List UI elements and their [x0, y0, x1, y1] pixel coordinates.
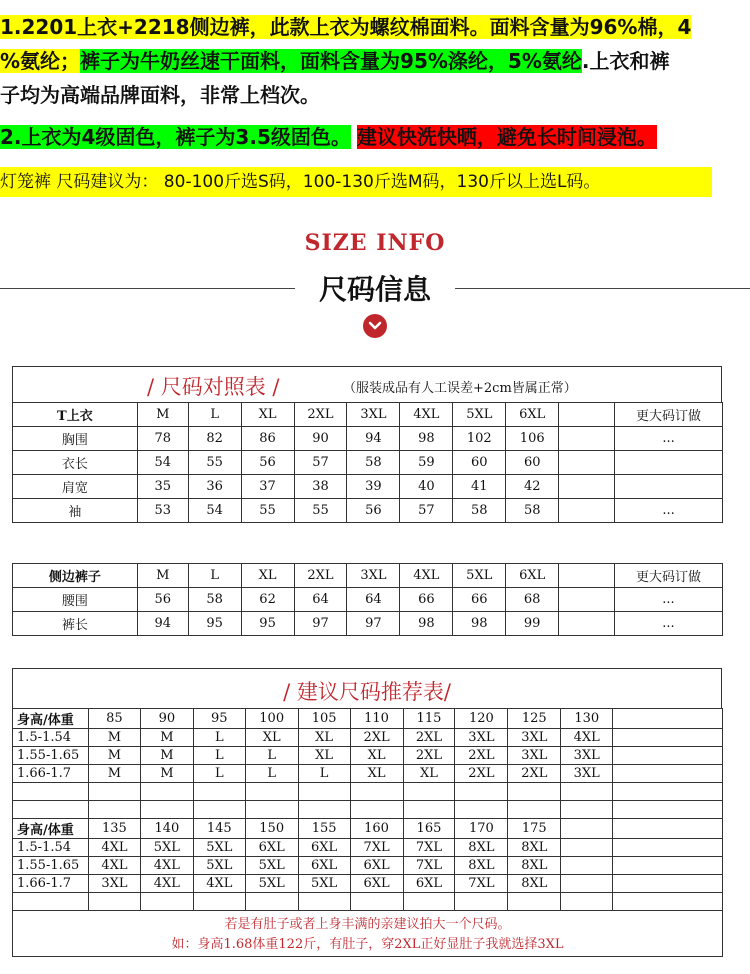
table-cell [559, 499, 615, 523]
table-cell: 94 [347, 427, 400, 451]
table-cell [559, 475, 615, 499]
table-cell: 62 [241, 588, 294, 612]
note-line-2 [0, 44, 669, 78]
table-row [13, 801, 723, 819]
table-cell: 99 [506, 612, 559, 636]
table-row [13, 729, 723, 747]
table-cell [403, 801, 455, 819]
header-cell: 4XL [400, 403, 453, 427]
chevron-down-icon [363, 314, 387, 338]
table-cell [245, 801, 298, 819]
table-row [13, 499, 723, 523]
header-cell [559, 403, 615, 427]
header-cell: 5XL [453, 403, 506, 427]
table-cell: 90 [140, 709, 193, 729]
table-cell: 125 [508, 709, 561, 729]
table-cell: 54 [188, 499, 241, 523]
table-cell: XL [245, 729, 298, 747]
table-cell: 98 [453, 612, 506, 636]
table-cell [613, 747, 723, 765]
table-cell: 8XL [508, 857, 561, 875]
table-cell: 145 [193, 819, 245, 839]
table-cell: 95 [241, 612, 294, 636]
table-cell: 8XL [508, 839, 561, 857]
table-cell: 6XL [403, 875, 455, 893]
table-cell [13, 801, 89, 819]
table-cell [613, 709, 723, 729]
table-cell [140, 801, 193, 819]
table3-footer [12, 907, 723, 957]
table-cell [140, 783, 193, 801]
table-cell: 腰围 [13, 588, 138, 612]
header-cell: XL [241, 564, 294, 588]
table-cell [559, 427, 615, 451]
size-info-cn-title: 尺码信息 [318, 273, 431, 306]
table-cell: 6XL [350, 857, 403, 875]
note-3: 子均为高端品牌面料，非常上档次。 [0, 83, 320, 107]
table-cell: 1.55-1.65 [13, 747, 89, 765]
table-cell: 58 [188, 588, 241, 612]
table-cell: M [88, 747, 140, 765]
table-cell: 袖 [13, 499, 138, 523]
table-cell: 140 [140, 819, 193, 839]
table-cell: 42 [506, 475, 559, 499]
table-cell: 64 [347, 588, 400, 612]
table-cell: 85 [88, 709, 140, 729]
table-cell [613, 765, 723, 783]
table-cell [298, 801, 350, 819]
table-cell: 115 [403, 709, 455, 729]
table-cell: 54 [137, 451, 188, 475]
table-cell: 2XL [455, 747, 508, 765]
table-cell: 4XL [140, 857, 193, 875]
table-cell: 1.5-1.54 [13, 839, 89, 857]
table-cell [613, 819, 723, 839]
table3-title: / 建议尺码推荐表/ [283, 680, 451, 704]
table-cell: L [245, 747, 298, 765]
table-cell: L [193, 729, 245, 747]
table-cell: 3XL [508, 729, 561, 747]
table3-title-bar [12, 668, 722, 708]
header-cell: M [137, 403, 188, 427]
header-cell: 6XL [506, 403, 559, 427]
header-cell: T上衣 [13, 403, 138, 427]
table-cell: 37 [241, 475, 294, 499]
size-info-en-title: SIZE INFO [304, 230, 446, 256]
table-cell: 5XL [245, 875, 298, 893]
header-cell: 侧边裤子 [13, 564, 138, 588]
table-cell: 7XL [403, 839, 455, 857]
table-cell: 7XL [350, 839, 403, 857]
header-cell: 2XL [294, 403, 347, 427]
table-cell: 97 [347, 612, 400, 636]
table-cell: 5XL [245, 857, 298, 875]
table-cell: 53 [137, 499, 188, 523]
table1-title: / 尺码对照表 / [147, 375, 280, 399]
table-cell [193, 801, 245, 819]
table-cell: 7XL [403, 857, 455, 875]
table-cell: 2XL [403, 747, 455, 765]
table-cell [615, 451, 723, 475]
table-cell: M [140, 765, 193, 783]
table-cell: 2XL [455, 765, 508, 783]
table-cell: L [298, 765, 350, 783]
table-cell: 3XL [508, 747, 561, 765]
table-cell: 1.5-1.54 [13, 729, 89, 747]
table-cell: 56 [241, 451, 294, 475]
table-cell: 6XL [298, 839, 350, 857]
table-cell [561, 783, 613, 801]
table-cell: 155 [298, 819, 350, 839]
table-cell: L [193, 747, 245, 765]
table-cell: 4XL [140, 875, 193, 893]
header-cell: XL [241, 403, 294, 427]
table-cell [613, 729, 723, 747]
table-cell: L [193, 765, 245, 783]
note-line-1 [0, 10, 691, 44]
table-cell: 55 [241, 499, 294, 523]
table-cell: 4XL [88, 857, 140, 875]
table-cell [613, 801, 723, 819]
table-cell: 7XL [455, 875, 508, 893]
note-1a: 1.2201上衣+2218侧边裤，此款上衣为螺纹棉面料。面料含量为96%棉，4 [0, 15, 692, 39]
table-cell [88, 783, 140, 801]
table-cell [613, 857, 723, 875]
table-cell: 5XL [140, 839, 193, 857]
table-cell: 58 [506, 499, 559, 523]
table-row [13, 427, 723, 451]
table-cell: 165 [403, 819, 455, 839]
table-cell: 6XL [298, 857, 350, 875]
table-cell: 135 [88, 819, 140, 839]
table-cell: 36 [188, 475, 241, 499]
table-cell [350, 783, 403, 801]
table-row [13, 765, 723, 783]
table-row [13, 403, 723, 427]
table-cell: XL [350, 747, 403, 765]
table-cell: 41 [453, 475, 506, 499]
table-cell: 40 [400, 475, 453, 499]
table-cell: 8XL [455, 839, 508, 857]
footer-note-2: 如：身高1.68体重122斤，有肚子，穿2XL正好显肚子我就选择3XL [171, 937, 564, 952]
table-cell [615, 475, 723, 499]
table-cell [403, 783, 455, 801]
table-cell [193, 783, 245, 801]
table-cell [508, 801, 561, 819]
table-cell: 110 [350, 709, 403, 729]
table-cell [561, 875, 613, 893]
table-cell: M [140, 729, 193, 747]
header-cell: 更大码订做 [615, 403, 723, 427]
table-cell: 90 [294, 427, 347, 451]
table1-title-bar [12, 366, 722, 402]
table-row [13, 564, 723, 588]
heading-divider-right [455, 288, 750, 289]
header-cell: L [188, 564, 241, 588]
table-cell: 6XL [245, 839, 298, 857]
table-cell: 6XL [350, 875, 403, 893]
table-cell: 64 [294, 588, 347, 612]
table-cell: 55 [188, 451, 241, 475]
table-cell: 98 [400, 612, 453, 636]
header-cell: L [188, 403, 241, 427]
table-cell: 裤长 [13, 612, 138, 636]
table-cell: 3XL [455, 729, 508, 747]
table-cell: 60 [506, 451, 559, 475]
note-line-5 [0, 167, 712, 197]
table-cell: 160 [350, 819, 403, 839]
table-cell: 175 [508, 819, 561, 839]
table-cell [613, 783, 723, 801]
table-cell [350, 801, 403, 819]
table-cell: 38 [294, 475, 347, 499]
table-cell: XL [350, 765, 403, 783]
table-cell: 55 [294, 499, 347, 523]
note-4b: 建议快洗快晒，避免长时间浸泡。 [356, 125, 657, 149]
note-5: 灯笼裤 尺码建议为： 80-100斤选S码，100-130斤选M码，130斤以上选L码。 [0, 172, 601, 192]
table-row [13, 475, 723, 499]
note-2c: .上衣和裤 [581, 49, 670, 73]
table-cell: 3XL [561, 747, 613, 765]
table-row [13, 819, 723, 839]
table-cell: 8XL [455, 857, 508, 875]
table-cell: 66 [453, 588, 506, 612]
table-cell: XL [298, 729, 350, 747]
table-cell: 78 [137, 427, 188, 451]
table-cell: 98 [400, 427, 453, 451]
table-cell: 身高/体重 [13, 709, 89, 729]
table-cell: 105 [298, 709, 350, 729]
table-cell [613, 839, 723, 857]
table-cell: 106 [506, 427, 559, 451]
table-cell: 57 [400, 499, 453, 523]
table-cell: 39 [347, 475, 400, 499]
table-row [13, 588, 723, 612]
table-cell: 胸围 [13, 427, 138, 451]
table-cell [559, 451, 615, 475]
table-cell: 1.66-1.7 [13, 765, 89, 783]
table-cell: 66 [400, 588, 453, 612]
table-cell: M [88, 729, 140, 747]
table-cell [561, 801, 613, 819]
table-cell: 4XL [88, 839, 140, 857]
header-cell: 5XL [453, 564, 506, 588]
header-cell: M [137, 564, 188, 588]
table-cell: 57 [294, 451, 347, 475]
table-cell: 3XL [88, 875, 140, 893]
table-cell: 86 [241, 427, 294, 451]
table-cell: 82 [188, 427, 241, 451]
size-chart-pants-table [12, 563, 723, 636]
table-row [13, 612, 723, 636]
header-cell [559, 564, 615, 588]
table-cell: 150 [245, 819, 298, 839]
table-cell: 4XL [561, 729, 613, 747]
table-row [13, 451, 723, 475]
table-cell: 58 [347, 451, 400, 475]
table-cell: 120 [455, 709, 508, 729]
table-cell [88, 801, 140, 819]
table-cell [559, 612, 615, 636]
table-cell: 60 [453, 451, 506, 475]
table-cell: 97 [294, 612, 347, 636]
table-cell: 5XL [193, 839, 245, 857]
table-cell: 8XL [508, 875, 561, 893]
table-cell: 2XL [403, 729, 455, 747]
table-cell [559, 588, 615, 612]
table-cell [561, 819, 613, 839]
table-cell: 130 [561, 709, 613, 729]
header-cell: 6XL [506, 564, 559, 588]
table-cell: 衣长 [13, 451, 138, 475]
table-cell: ... [615, 588, 723, 612]
header-cell: 2XL [294, 564, 347, 588]
size-chart-top-table [12, 402, 723, 523]
table-cell [613, 875, 723, 893]
table-cell [508, 783, 561, 801]
table-cell: 94 [137, 612, 188, 636]
table-cell: 5XL [298, 875, 350, 893]
table-cell: 4XL [193, 875, 245, 893]
header-cell: 更大码订做 [615, 564, 723, 588]
table-cell: 56 [137, 588, 188, 612]
table-cell [455, 801, 508, 819]
note-4a: 2.上衣为4级固色，裤子为3.5级固色。 [0, 125, 351, 149]
note-2b: 裤子为牛奶丝速干面料，面料含量为95%涤纶，5%氨纶 [80, 49, 582, 73]
table-row [13, 747, 723, 765]
table-cell: M [88, 765, 140, 783]
table-cell: XL [298, 747, 350, 765]
table-row [13, 839, 723, 857]
note-2a: %氨纶； [0, 49, 81, 73]
size-recommendation-table [12, 708, 723, 911]
table-cell: 95 [188, 612, 241, 636]
table-cell [561, 839, 613, 857]
table-cell: 5XL [193, 857, 245, 875]
table-cell: 102 [453, 427, 506, 451]
table-row [13, 857, 723, 875]
table-cell: 100 [245, 709, 298, 729]
table-cell: 身高/体重 [13, 819, 89, 839]
table-cell: 170 [455, 819, 508, 839]
table-cell [561, 857, 613, 875]
table-cell: L [245, 765, 298, 783]
table-cell: 肩宽 [13, 475, 138, 499]
table-cell [455, 783, 508, 801]
table-cell [298, 783, 350, 801]
note-line-3 [0, 78, 320, 112]
table-row [13, 783, 723, 801]
footer-note-1: 若是有肚子或者上身丰满的亲建议拍大一个尺码。 [224, 917, 511, 932]
table-cell: 58 [453, 499, 506, 523]
table-cell: 35 [137, 475, 188, 499]
table-cell: 3XL [561, 765, 613, 783]
table-cell: ... [615, 612, 723, 636]
table-cell [13, 783, 89, 801]
header-cell: 3XL [347, 403, 400, 427]
table-cell: 95 [193, 709, 245, 729]
header-cell: 4XL [400, 564, 453, 588]
heading-divider-left [0, 288, 295, 289]
table-cell: 1.55-1.65 [13, 857, 89, 875]
table-cell: 59 [400, 451, 453, 475]
table-cell: 56 [347, 499, 400, 523]
table-cell: 2XL [508, 765, 561, 783]
table-cell: 68 [506, 588, 559, 612]
table-cell: ... [615, 427, 723, 451]
table-cell [245, 783, 298, 801]
table-row [13, 875, 723, 893]
table-cell: 2XL [350, 729, 403, 747]
table-cell: M [140, 747, 193, 765]
table-cell: ... [615, 499, 723, 523]
table1-note: （服装成品有人工误差+2cm皆属正常） [343, 381, 577, 396]
table-cell: 1.66-1.7 [13, 875, 89, 893]
note-line-4 [0, 120, 657, 154]
table-row [13, 709, 723, 729]
header-cell: 3XL [347, 564, 400, 588]
table-cell: XL [403, 765, 455, 783]
